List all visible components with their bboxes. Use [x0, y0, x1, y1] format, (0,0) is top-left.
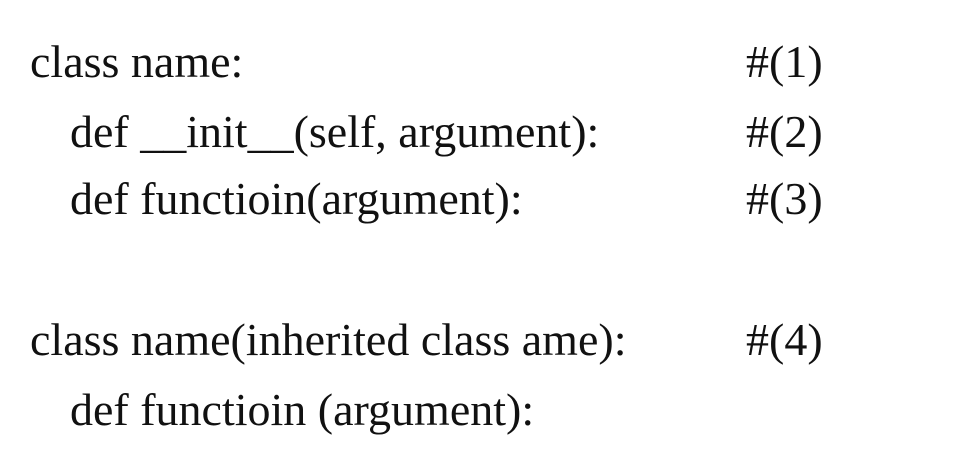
code-line-5: [70, 384, 953, 436]
code-line-1: [30, 36, 930, 88]
comment-3: #(3): [746, 173, 823, 224]
comment-1: #(1): [746, 36, 823, 87]
code-text-2: def __init__(self, argument):: [70, 106, 600, 157]
comment-4: #(4): [746, 314, 823, 365]
code-text-5: def functioin (argument):: [70, 384, 535, 435]
code-line-3: [70, 173, 953, 225]
code-text-1: class name:: [30, 36, 244, 87]
code-line-4: [30, 314, 930, 366]
code-text-4: class name(inherited class ame):: [30, 314, 627, 365]
comment-2: #(2): [746, 106, 823, 157]
code-line-2: [70, 106, 953, 158]
code-text-3: def functioin(argument):: [70, 173, 523, 224]
